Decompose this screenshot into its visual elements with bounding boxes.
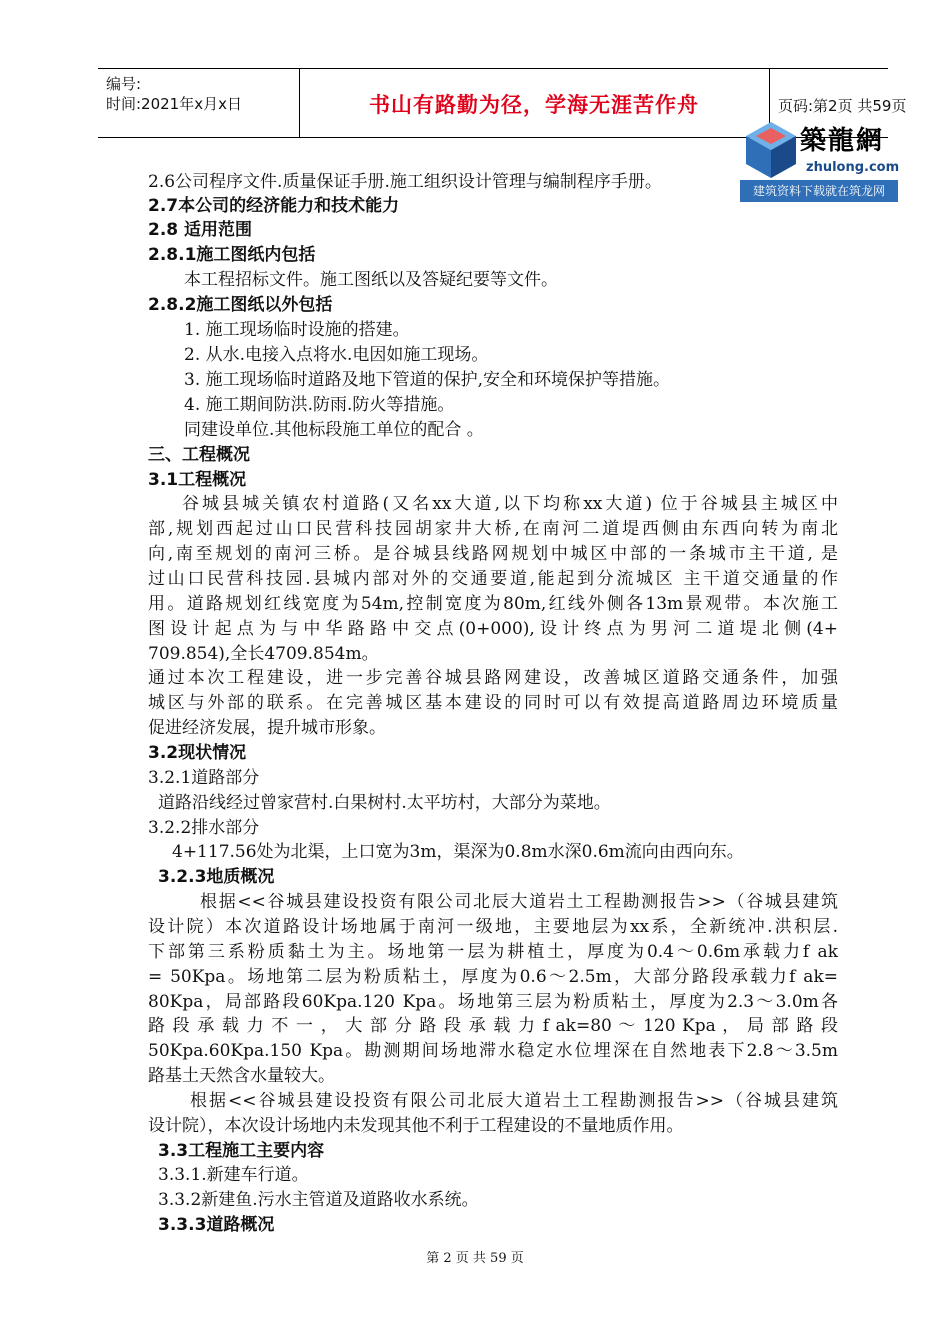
logo-url: zhulong.com xyxy=(806,160,900,175)
paragraph-line: 设计院），本次设计场地内未发现其他不利于工程建设的不量地质作用。 xyxy=(148,1116,684,1136)
paragraph-line: 城区与外部的联系。在完善城区基本建设的同时可以有效提高道路周边环境质量 xyxy=(148,693,838,713)
logo-slogan: 建筑资料下载就在筑龙网 xyxy=(740,180,898,202)
paragraph-line: 用。道路规划红线宽度为54m,控制宽度为80m,红线外侧各13m景观带。本次施工 xyxy=(148,594,838,614)
section-heading: 2.8.2施工图纸以外包括 xyxy=(148,295,333,315)
text-line: 3.3.2新建鱼.污水主管道及道路收水系统。 xyxy=(158,1190,479,1210)
paragraph-line: 根据<<谷城县建设投资有限公司北辰大道岩土工程勘测报告>>（谷城县建筑 xyxy=(190,1091,838,1111)
list-item: 1. 施工现场临时设施的搭建。 xyxy=(184,320,410,340)
subsection-heading: 3.2.2排水部分 xyxy=(148,818,260,838)
subsection-heading: 3.2.1道路部分 xyxy=(148,768,260,788)
paragraph-line: 通过本次工程建设，进一步完善谷城县路网建设，改善城区道路交通条件，加强 xyxy=(148,668,838,688)
motto: 书山有路勤为径，学海无涯苦作舟 xyxy=(369,93,699,117)
header-middle-cell xyxy=(299,69,770,137)
text-line: 4+117.56处为北渠，上口宽为3m，渠深为0.8m水深0.6m流向由西向东。 xyxy=(172,842,744,862)
section-heading: 3.3工程施工主要内容 xyxy=(158,1141,325,1161)
paragraph-line: 50Kpa.60Kpa.150 Kpa。勘测期间场地滞水稳定水位埋深在自然地表下2.8～3.5m xyxy=(148,1041,838,1061)
section-heading: 3.2.3地质概况 xyxy=(158,867,275,887)
section-heading: 3.1工程概况 xyxy=(148,470,247,490)
paragraph-line: 路 段 承 载 力 不 一 ， 大 部 分 路 段 承 载 力 f ak=80 ～ 120 Kpa ， 局 部 路 段 xyxy=(148,1016,838,1036)
page-footer: 第 2 页 共 59 页 xyxy=(426,1251,524,1266)
chapter-heading: 三、工程概况 xyxy=(148,445,250,465)
logo-name: 築龍網 xyxy=(800,126,885,156)
paragraph-line: 下部第三系粉质黏土为主。场地第一层为耕植土，厚度为0.4～0.6m承载力f ak xyxy=(148,942,838,962)
number-label: 编号: xyxy=(106,75,142,93)
text-line: 3.3.1.新建车行道。 xyxy=(158,1165,309,1185)
text-line: 本工程招标文件。施工图纸以及答疑纪要等文件。 xyxy=(184,270,558,290)
paragraph-line: 向,南至规划的南河三桥。是谷城县线路网规划中城区中部的一条城市主干道, 是 xyxy=(148,544,838,564)
section-heading: 3.2现状情况 xyxy=(148,743,247,763)
section-heading: 2.8.1施工图纸内包括 xyxy=(148,245,316,265)
text-line: 同建设单位.其他标段施工单位的配合 。 xyxy=(184,420,484,440)
section-heading: 2.7本公司的经济能力和技术能力 xyxy=(148,196,400,216)
section-heading: 2.8 适用范围 xyxy=(148,220,253,240)
zhulong-logo xyxy=(740,118,898,204)
paragraph-line: 过山口民营科技园.县城内部对外的交通要道,能起到分流城区 主干道交通量的作 xyxy=(148,569,838,589)
list-item: 3. 施工现场临时道路及地下管道的保护,安全和环境保护等措施。 xyxy=(184,370,671,390)
list-item: 2. 从水.电接入点将水.电因如施工现场。 xyxy=(184,345,489,365)
cube-logo-icon xyxy=(742,120,800,180)
time-label: 时间:2021年x月x日 xyxy=(106,95,242,113)
text-line: 道路沿线经过曾家营村.白果树村.太平坊村，大部分为菜地。 xyxy=(158,793,611,813)
list-item: 4. 施工期间防洪.防雨.防火等措施。 xyxy=(184,395,455,415)
paragraph-line: 图设计起点为与中华路路中交点(0+000),设计终点为男河二道堤北侧(4+ xyxy=(148,619,838,639)
section-heading: 3.3.3道路概况 xyxy=(158,1215,275,1235)
paragraph-line: 709.854),全长4709.854m。 xyxy=(148,644,379,664)
text-line: 2.6公司程序文件.质量保证手册.施工组织设计管理与编制程序手册。 xyxy=(148,172,662,192)
paragraph-line: = 50Kpa。场地第二层为粉质粘土，厚度为0.6～2.5m，大部分路段承载力f ak= xyxy=(148,967,838,987)
paragraph-line: 80Kpa，局部路段60Kpa.120 Kpa。场地第三层为粉质粘土，厚度为2.3～3.0m各 xyxy=(148,992,838,1012)
paragraph-line: 促进经济发展，提升城市形象。 xyxy=(148,718,386,738)
paragraph-line: 设计院）本次道路设计场地属于南河一级地，主要地层为xx系，全新统冲.洪积层. xyxy=(148,917,838,937)
header-left-cell xyxy=(98,69,300,137)
paragraph-line: 部,规划西起过山口民营科技园胡家井大桥,在南河二道堤西侧由东西向转为南北 xyxy=(148,519,838,539)
paragraph-line: 谷城县城关镇农村道路(又名xx大道,以下均称xx大道) 位于谷城县主城区中 xyxy=(182,494,838,514)
paragraph-line: 路基土天然含水量较大。 xyxy=(148,1066,335,1086)
paragraph-line: 根据<<谷城县建设投资有限公司北辰大道岩土工程勘测报告>>（谷城县建筑 xyxy=(200,892,838,912)
page-number-label: 页码:第2页 共59页 xyxy=(778,97,907,115)
